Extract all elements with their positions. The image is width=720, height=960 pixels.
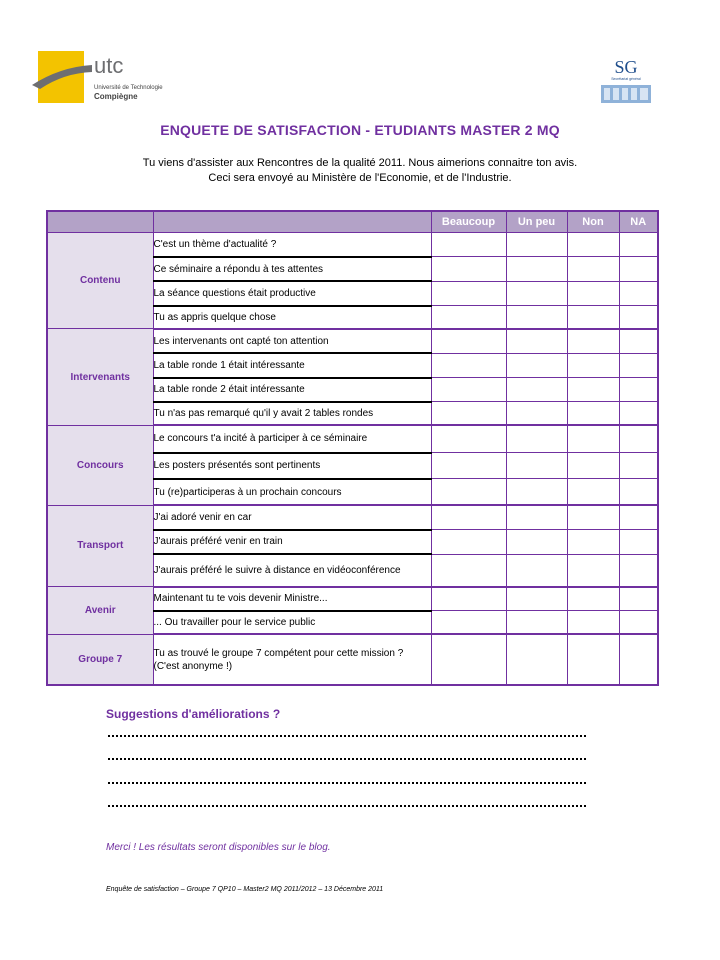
question-text: La table ronde 1 était intéressante (153, 353, 431, 377)
question-text: Tu n'as pas remarqué qu'il y avait 2 tables rondes (153, 402, 431, 425)
answer-cell-beaucoup[interactable] (431, 281, 506, 305)
answer-cell-non[interactable] (567, 479, 619, 505)
answer-cell-na[interactable] (619, 587, 658, 611)
survey-table (46, 210, 659, 686)
category-groupe-7: Groupe 7 (47, 634, 153, 685)
answer-cell-un-peu[interactable] (506, 402, 567, 425)
answer-cell-un-peu[interactable] (506, 587, 567, 611)
suggestion-line-4[interactable] (108, 803, 586, 807)
answer-cell-na[interactable] (619, 233, 658, 257)
answer-cell-beaucoup[interactable] (431, 425, 506, 452)
answer-cell-beaucoup[interactable] (431, 554, 506, 586)
answer-cell-un-peu[interactable] (506, 453, 567, 479)
survey-body (47, 233, 658, 686)
header-category (47, 211, 153, 233)
table-row (47, 329, 658, 353)
answer-cell-non[interactable] (567, 257, 619, 281)
question-text: Ce séminaire a répondu à tes attentes (153, 257, 431, 281)
answer-cell-un-peu[interactable] (506, 554, 567, 586)
answer-cell-non[interactable] (567, 378, 619, 402)
question-text: Les intervenants ont capté ton attention (153, 329, 431, 353)
sg-logo-name: SG (614, 57, 638, 77)
suggestion-line-1[interactable] (108, 733, 586, 737)
answer-cell-na[interactable] (619, 329, 658, 353)
answer-cell-un-peu[interactable] (506, 634, 567, 685)
answer-cell-un-peu[interactable] (506, 425, 567, 452)
table-row (47, 425, 658, 452)
question-text: Le concours t'a incité à participer à ce séminaire (153, 425, 431, 452)
answer-cell-na[interactable] (619, 505, 658, 529)
table-row (47, 587, 658, 611)
answer-cell-non[interactable] (567, 402, 619, 425)
category-contenu: Contenu (47, 233, 153, 329)
answer-cell-na[interactable] (619, 479, 658, 505)
table-header-row (47, 211, 658, 233)
category-transport: Transport (47, 505, 153, 586)
answer-cell-un-peu[interactable] (506, 306, 567, 329)
answer-cell-beaucoup[interactable] (431, 634, 506, 685)
utc-logo (30, 45, 180, 107)
question-text: Les posters présentés sont pertinents (153, 453, 431, 479)
question-text: J'aurais préféré le suivre à distance en vidéoconférence (153, 554, 431, 586)
answer-cell-un-peu[interactable] (506, 378, 567, 402)
table-row (47, 233, 658, 257)
question-text: Tu as trouvé le groupe 7 compétent pour cette mission ? (C'est anonyme !) (153, 634, 431, 685)
answer-cell-beaucoup[interactable] (431, 479, 506, 505)
category-avenir: Avenir (47, 587, 153, 635)
question-text: Tu (re)participeras à un prochain concours (153, 479, 431, 505)
answer-cell-na[interactable] (619, 281, 658, 305)
answer-cell-beaucoup[interactable] (431, 402, 506, 425)
answer-cell-beaucoup[interactable] (431, 505, 506, 529)
header-non: Non (567, 211, 619, 233)
answer-cell-non[interactable] (567, 587, 619, 611)
header-na: NA (619, 211, 658, 233)
header-un-peu: Un peu (506, 211, 567, 233)
answer-cell-beaucoup[interactable] (431, 257, 506, 281)
answer-cell-un-peu[interactable] (506, 233, 567, 257)
answer-cell-na[interactable] (619, 425, 658, 452)
answer-cell-non[interactable] (567, 554, 619, 586)
answer-cell-non[interactable] (567, 329, 619, 353)
answer-cell-un-peu[interactable] (506, 353, 567, 377)
answer-cell-non[interactable] (567, 306, 619, 329)
answer-cell-beaucoup[interactable] (431, 611, 506, 634)
page-title: ENQUETE DE SATISFACTION - ETUDIANTS MASTER 2 MQ (160, 122, 560, 138)
thanks-message: Merci ! Les résultats seront disponibles sur le blog. (106, 842, 331, 853)
answer-cell-na[interactable] (619, 257, 658, 281)
intro-line-2: Ceci sera envoyé au Ministère de l'Economie, et de l'Industrie. (208, 172, 512, 184)
answer-cell-non[interactable] (567, 453, 619, 479)
table-row (47, 634, 658, 685)
answer-cell-un-peu[interactable] (506, 329, 567, 353)
answer-cell-non[interactable] (567, 353, 619, 377)
answer-cell-beaucoup[interactable] (431, 329, 506, 353)
answer-cell-na[interactable] (619, 378, 658, 402)
answer-cell-beaucoup[interactable] (431, 306, 506, 329)
answer-cell-na[interactable] (619, 634, 658, 685)
answer-cell-beaucoup[interactable] (431, 378, 506, 402)
answer-cell-na[interactable] (619, 530, 658, 554)
answer-cell-un-peu[interactable] (506, 281, 567, 305)
answer-cell-na[interactable] (619, 611, 658, 634)
answer-cell-un-peu[interactable] (506, 611, 567, 634)
answer-cell-na[interactable] (619, 353, 658, 377)
suggestions-title: Suggestions d'améliorations ? (106, 707, 281, 721)
header-question (153, 211, 431, 233)
utc-logo-name: utc (94, 53, 124, 78)
question-text: Tu as appris quelque chose (153, 306, 431, 329)
answer-cell-beaucoup[interactable] (431, 453, 506, 479)
utc-logo-line2: Compiègne (94, 92, 138, 101)
answer-cell-na[interactable] (619, 306, 658, 329)
utc-logo-line1: Université de Technologie (94, 85, 163, 91)
suggestion-line-2[interactable] (108, 756, 586, 760)
answer-cell-un-peu[interactable] (506, 505, 567, 529)
question-text: J'aurais préféré venir en train (153, 530, 431, 554)
answer-cell-un-peu[interactable] (506, 479, 567, 505)
sg-logo-subtitle: Secrétariat général (611, 77, 641, 81)
answer-cell-beaucoup[interactable] (431, 233, 506, 257)
answer-cell-na[interactable] (619, 554, 658, 586)
answer-cell-un-peu[interactable] (506, 530, 567, 554)
answer-cell-non[interactable] (567, 233, 619, 257)
footer-text: Enquête de satisfaction – Groupe 7 QP10 – Master2 MQ 2011/2012 – 13 Décembre 2011 (106, 886, 384, 893)
answer-cell-beaucoup[interactable] (431, 530, 506, 554)
table-row (47, 505, 658, 529)
header-beaucoup: Beaucoup (431, 211, 506, 233)
question-text: C'est un thème d'actualité ? (153, 233, 431, 257)
answer-cell-non[interactable] (567, 530, 619, 554)
answer-cell-beaucoup[interactable] (431, 587, 506, 611)
question-text: J'ai adoré venir en car (153, 505, 431, 529)
answer-cell-non[interactable] (567, 634, 619, 685)
category-concours: Concours (47, 425, 153, 505)
answer-cell-na[interactable] (619, 453, 658, 479)
answer-cell-non[interactable] (567, 505, 619, 529)
question-text: ... Ou travailler pour le service public (153, 611, 431, 634)
answer-cell-non[interactable] (567, 281, 619, 305)
answer-cell-non[interactable] (567, 611, 619, 634)
question-text: La table ronde 2 était intéressante (153, 378, 431, 402)
intro-text (0, 156, 720, 186)
sg-logo (598, 55, 654, 107)
answer-cell-non[interactable] (567, 425, 619, 452)
category-intervenants: Intervenants (47, 329, 153, 425)
answer-cell-beaucoup[interactable] (431, 353, 506, 377)
answer-cell-un-peu[interactable] (506, 257, 567, 281)
question-text: Maintenant tu te vois devenir Ministre... (153, 587, 431, 611)
suggestion-line-3[interactable] (108, 780, 586, 784)
answer-cell-na[interactable] (619, 402, 658, 425)
question-text: La séance questions était productive (153, 281, 431, 305)
intro-line-1: Tu viens d'assister aux Rencontres de la qualité 2011. Nous aimerions connaitre ton avis. (142, 157, 578, 169)
